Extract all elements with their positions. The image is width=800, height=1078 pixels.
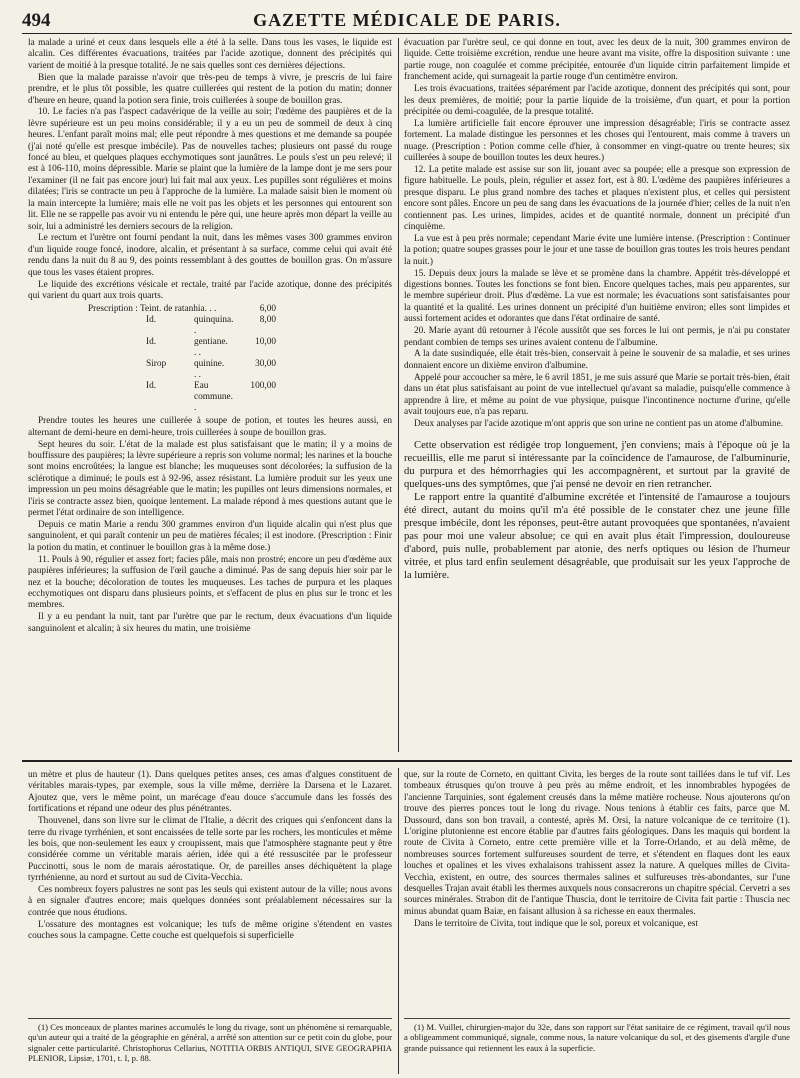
prescription-row bbox=[88, 304, 392, 315]
top-left-column bbox=[28, 38, 392, 756]
paragraph: que, sur la route de Corneto, en quittant Civita, les berges de la route sont taillées dans le tuf vif. Les tombeaux étrusques qu'on trouve à peu près au même endroit, et les innombrables hypogées de l'ancienne Tarquinies, sont également creusés dans la même matière rocheuse. Nous ajouterons qu'on trouve des pierres ponces tout le long du rivage. Nous tenions à établir ces faits, parce que M. Dussourd, dans son bon travail, a contesté, après M. Orsi, la nature volcanique de ce territoire (1). L'origine plutonienne est encore établie par d'autres faits géologiques. Dans les maquis qui bordent la route de Civita à Corneto, entre cette première ville et la Torre-Orlando, et au delà même, de nombreuses sources fortement sulfureuses sourdent de terre, et s'étendent en flaques dont les eaux louches et opalines et les vives exhalaisons trahissent assez la nature. A quelques milles de Civita-Vecchia, existent, en outre, des sources thermales salines et sulfureuses très-abondantes, sur l'une desquelles Trajan avait établi les thermes auxquels nous consacrerons un chapitre spécial. Cervetri a ses sources minérales. Strabon dit de l'antique Thuscia, dont le territoire de Civita fait partie : Thuscia nec minus abundat quam Baiæ, en faisant allusion à sa richesse en eaux thermales. bbox=[404, 770, 790, 917]
paragraph: La vue est à peu près normale; cependant Marie évite une lumière intense. (Prescription : Continuer la potion; quatre soupes grasses pour le jour et une tasse de bouillon gras toutes les trois heures pendant la nuit.) bbox=[404, 233, 790, 267]
prescription-prefix: Id. bbox=[146, 337, 157, 348]
paragraph: Appelé pour accoucher sa mère, le 6 avril 1851, je me suis assuré que Marie se portait très-bien, était dans un état plus satisfaisant au point de vue intellectuel qu'avant sa maladie, puisqu'elle commence à apprendre à lire, et même au point de vue physique, puisque l'incontinence nocturne d'urine, qu'elle avait toujours eue, n'a pas reparu. bbox=[404, 372, 790, 417]
prescription-item: Prescription : Teint. de ratanhia. . . bbox=[88, 304, 217, 315]
prescription-table bbox=[88, 304, 392, 414]
paragraph: Depuis ce matin Marie a rendu 300 grammes environ d'un liquide alcalin qui n'est plus que sanguinolent, et qui paraît contenir un peu de matières fécales; il est inodore. (Prescription : Finir la potion du matin, et continuer le bouillon gras à la même dose.) bbox=[28, 520, 392, 553]
bottom-right-column bbox=[404, 770, 790, 1020]
paragraph: Deux analyses par l'acide azotique m'ont appris que son urine ne contient pas un atome d'albumine. bbox=[414, 418, 784, 429]
column-divider bbox=[398, 38, 399, 752]
prescription-dose: 8,00 bbox=[259, 315, 276, 326]
paragraph: La lumière artificielle fait encore éprouver une impression désagréable; l'iris se contracte assez fortement. La malade distingue les personnes et les choses qui l'entourent, mais comme à travers un nuage. (Prescription : Potion comme celle d'hier, à consommer en vingt-quatre ou trente heures; six cuillerées à soupe de bouillon toutes les deux heures.) bbox=[404, 118, 790, 164]
commentary-paragraph: Cette observation est rédigée trop longuement, j'en conviens; mais à l'époque où je la recueillis, elle me parut si intéressante par la coïncidence de l'amaurose, de l'albuminurie, du purpura et des hémorrhagies qui les accompagnèrent, et surtout par la gravité de quelques-uns des symptômes, que j'ai pensé ne devoir en rien retrancher. bbox=[404, 439, 790, 490]
paragraph: Les trois évacuations, traitées séparément par l'acide azotique, donnent des précipités qui sont, pour les deux premières, de moitié; pour la partie liquide de la troisième, d'un quart, et pour la portion précipitée ou demi-coagulée, de la presque totalité. bbox=[404, 84, 790, 117]
footnote-right bbox=[404, 1022, 790, 1074]
paragraph: 10. Le facies n'a pas l'aspect cadavérique de la veille au soir; l'œdème des paupières et de la lèvre supérieure est un peu moins considérable; il y a eu un peu de sommeil de deux à cinq heures. L'enfant paraît moins mal; elle peut répondre à mes questions et me demande sa poupée (j'ai noté qu'elle est presque imbécile). Pas de nouvelles taches; plusieurs ont passé du rouge foncé au bleu, et quelques plaques ecchymotiques sont jaunâtres. Le pouls s'est un peu relevé; il est à 106-110, moins dépressible. Marie se plaint que la lumière de la lampe dont je me sers pour l'examiner (il ne fait pas encore jour) lui fait mal aux yeux. Les pupilles sont régulières et moins dilatées; l'iris se contracte un peu à l'approche de la lumière. La malade saisit bien le moment où la main intercepte la lumière; mais elle ne voit pas les objets et les personnes qui entourent son lit. Elle ne se rappelle pas avoir vu ni entendu le père qui, une heure après mon départ la veille au soir, lui a administré les derniers secours de la religion. bbox=[28, 107, 392, 232]
prescription-item: quinquina. . bbox=[194, 315, 234, 337]
commentary-block bbox=[404, 439, 790, 583]
section-divider bbox=[22, 760, 792, 762]
commentary-paragraph: Le rapport entre la quantité d'albumine excrétée et l'intensité de l'amaurose a toujours été direct, autant du moins qu'il m'a été possible de le constater chez une jeune fille presque imbécile, dont les réponses, peut-être autant provoquées que spontanées, n'avaient pas pour moi une valeur absolue; ce qui en avait plus était l'impression, douloureuse d'abord, puis nulle, probablement par atonie, des nerfs optiques ou lésion de l'humeur vitrée, et plus tard enfin seulement désagréable, que produisait sur les yeux l'approche de la lumière. bbox=[404, 492, 790, 582]
paragraph: Dans le territoire de Civita, tout indique que le sol, poreux et volcanique, est bbox=[414, 918, 698, 929]
prescription-dose: 100,00 bbox=[250, 381, 276, 392]
footnote-rule bbox=[404, 1018, 790, 1019]
paragraph: Prendre toutes les heures une cuillerée à soupe de potion, et toutes les heures aussi, en alternant de demi-heure en demi-heure, trois cuillerées à soupe de bouillon gras. bbox=[28, 416, 392, 438]
bottom-left-column bbox=[28, 770, 392, 1020]
paragraph: évacuation par l'urètre seul, ce qui donne en tout, avec les deux de la nuit, 300 grammes environ de liquide. Cette troisième excrétion, rendue une heure avant ma visite, offre la disposition suivante : une partie rouge, non coagulée et comme précipitée, entourée d'un liquide citrin parfaitement limpide et franchement acide, qui surnageait la partie rouge d'un centimètre environ. bbox=[404, 38, 790, 83]
prescription-dose: 10,00 bbox=[255, 337, 276, 348]
prescription-prefix: Id. bbox=[146, 381, 157, 392]
paragraph: Thouvenel, dans son livre sur le climat de l'Italie, a décrit des criques qui s'enfoncent dans la terre du rivage tyrrhénien, et sont encaissées de telle sorte par les rochers, les monticules et même les bois, que non-seulement les eaux y croupissent, mais que l'atmosphère stagnante peut y être considérée comme un véritable marais aérien, idée qui a été ressuscitée par le professeur Puccinotti, sous le nom de marais aérostatique. Or, de pareilles anses déchiquètent la plage tyrrhénienne, au nord et surtout au sud de Civita-Vecchia. bbox=[28, 816, 392, 884]
footnote-text: (1) Ces monceaux de plantes marines accumulés le long du rivage, sont un phénomène si remarquable, qu'un auteur qui a traité de la géographie en général, a arrêté son attention sur ce petit coin du globe, pour signaler cette particularité. Christophorus Cellarius, NOTITIA ORBIS ANTIQUI, SIVE GEOGRAPHIA PLENIOR, Lipsiæ, 1701, t. I, p. 88. bbox=[28, 1022, 392, 1064]
paragraph: A la date susindiquée, elle était très-bien, conservait à peine le souvenir de sa maladie, et ses urines donnaient encore un dixième environ d'albumine. bbox=[404, 349, 790, 371]
prescription-row bbox=[88, 359, 392, 381]
top-right-column bbox=[404, 38, 790, 756]
footnote-text: (1) M. Vuillet, chirurgien-major du 32e, dans son rapport sur l'état sanitaire de ce régiment, travail qu'il nous a obligeamment communiqué, signale, comme nous, la nature volcanique du sol, et des gisements d'argile d'une grande puissance qui retiennent les eaux à la superficie. bbox=[404, 1022, 790, 1053]
paragraph: 15. Depuis deux jours la malade se lève et se promène dans la chambre. Appétit très-développé et digestions bonnes. Toutes les fonctions se font bien. Encore quelques taches, mais peu apparentes, sur le membre supérieur droit. Plus d'œdème. La vue est normale; les évacuations sont satisfaisantes pour la quantité et la qualité. Les urines donnent un précipité d'un huitième environ; elles sont limpides et aussi fortement acides et odorantes que dans l'état ordinaire de santé. bbox=[404, 268, 790, 325]
column-divider bbox=[398, 768, 399, 1074]
footnote-rule bbox=[28, 1018, 392, 1019]
prescription-dose: 6,00 bbox=[259, 304, 276, 315]
paragraph: un mètre et plus de hauteur (1). Dans quelques petites anses, ces amas d'algues constituent de véritables marais-types, par exemple, sous la ville même, derrière la Darsena et le Lazaret. Ajoutez que, vers le même point, un marécage d'eau douce s'accumule dans les fossés des fortifications et répand une odeur des plus pénétrantes. bbox=[28, 770, 392, 815]
paragraph: Sept heures du soir. L'état de la malade est plus satisfaisant que le matin; il y a moins de bouffissure des paupières; la lèvre supérieure a repris son volume normal; les narines et la bouche sont moins encroûtées; la langue est blanche; les muqueuses sont décolorées; la suffusion de la sclérotique a diminué; le pouls est à 92-96, assez résistant. La lumière produit sur les yeux une impression un peu moins désagréable que le matin; les pupilles ont leurs dimensions normales, et l'iris se contracte assez bien, quoique lentement. La malade répond à mes questions autant que le permet l'état ordinaire de son intelligence. bbox=[28, 439, 392, 519]
paragraph: Il y a eu pendant la nuit, tant par l'urètre que par le rectum, deux évacuations d'un liquide sanguinolent et alcalin; à six heures du matin, une troisième bbox=[28, 612, 392, 634]
paragraph: Bien que la malade paraisse n'avoir que très-peu de temps à vivre, je prescris de lui faire prendre, et le plus tôt possible, les quatre cuillerées qui restent de la potion du matin; donner d'heure en heure, quand la potion sera finie, trois cuillerées à soupe de bouillon gras. bbox=[28, 72, 392, 106]
journal-title: GAZETTE MÉDICALE DE PARIS. bbox=[253, 10, 561, 30]
paragraph: 20. Marie ayant dû retourner à l'école aussitôt que ses forces le lui ont permis, je n'ai pu constater pendant combien de temps ses urines avaient contenu de l'albumine. bbox=[404, 326, 790, 348]
paragraph: Le liquide des excrétions vésicale et rectale, traité par l'acide azotique, donne des précipités qui varient du quart aux trois quarts. bbox=[28, 279, 392, 301]
paragraph: la malade a uriné et ceux dans lesquels elle a été à la selle. Dans tous les vases, le liquide est alcalin. Ces différentes évacuations, traitées par l'acide azotique, donnent des précipités qui varient de moitié à la presque totalité. Je ne sais quelles sont ces dernières déjections. bbox=[28, 38, 392, 71]
prescription-row bbox=[88, 315, 392, 337]
paragraph: Ces nombreux foyers palustres ne sont pas les seuls qui existent autour de la ville; nous avons à en signaler d'autres encore; mais quelques données sont préalablement nécessaires sur la contrée que nous étudions. bbox=[28, 885, 392, 918]
prescription-prefix: Id. bbox=[146, 315, 157, 326]
prescription-item: quinine. . . bbox=[194, 359, 225, 381]
prescription-prefix: Sirop bbox=[146, 359, 167, 370]
paragraph: 12. La petite malade est assise sur son lit, jouant avec sa poupée; elle a presque son expression de figure habituelle. Le pouls, plein, régulier et assez fort, est à 80. L'œdème des paupières inférieures a presque disparu. Le plus grand nombre des taches et plaques n'existent plus, et celles qui persistent encore sont pâles. Encore un peu de sang dans les évacuations de la journée d'hier; celles de la nuit n'en contiennent pas. Les urines, limpides, acides et de quantité normale, donnent un précipité d'un cinquième. bbox=[404, 164, 790, 232]
prescription-item: gentiane. . . bbox=[194, 337, 228, 359]
prescription-row bbox=[88, 381, 392, 414]
page-header bbox=[22, 8, 792, 34]
prescription-item: Eau commune. . bbox=[194, 381, 233, 414]
paragraph: L'ossature des montagnes est volcanique; les tufs de même origine s'étendent en vastes couches sous la campagne. Cette couche est quelquefois si superficielle bbox=[28, 919, 392, 942]
footnote-left bbox=[28, 1022, 392, 1074]
paragraph: Le rectum et l'urètre ont fourni pendant la nuit, dans les mêmes vases 300 grammes environ d'un liquide rouge foncé, inodore, alcalin, et présentant à sa surface, comme celui qui avait été rendu dans la nuit du 8 au 9, des points ressemblant à des gouttes de bouillon gras. On m'assure que tous les vases étaient propres. bbox=[28, 233, 392, 278]
paragraph: 11. Pouls à 90, régulier et assez fort; facies pâle, mais non prostré; encore un peu d'œdème aux paupières inférieures; la suffusion de l'œil gauche a diminué. Pas de sang depuis hier soir par le nez et la bouche; décoloration de toutes les muqueuses. Les taches de purpura et les plaques ecchymotiques ont disparu dans plusieurs points, et s'effacent de plus en plus sur le tronc et les membres. bbox=[28, 554, 392, 611]
prescription-row bbox=[88, 337, 392, 359]
prescription-dose: 30,00 bbox=[255, 359, 276, 370]
page-number: 494 bbox=[22, 10, 51, 31]
